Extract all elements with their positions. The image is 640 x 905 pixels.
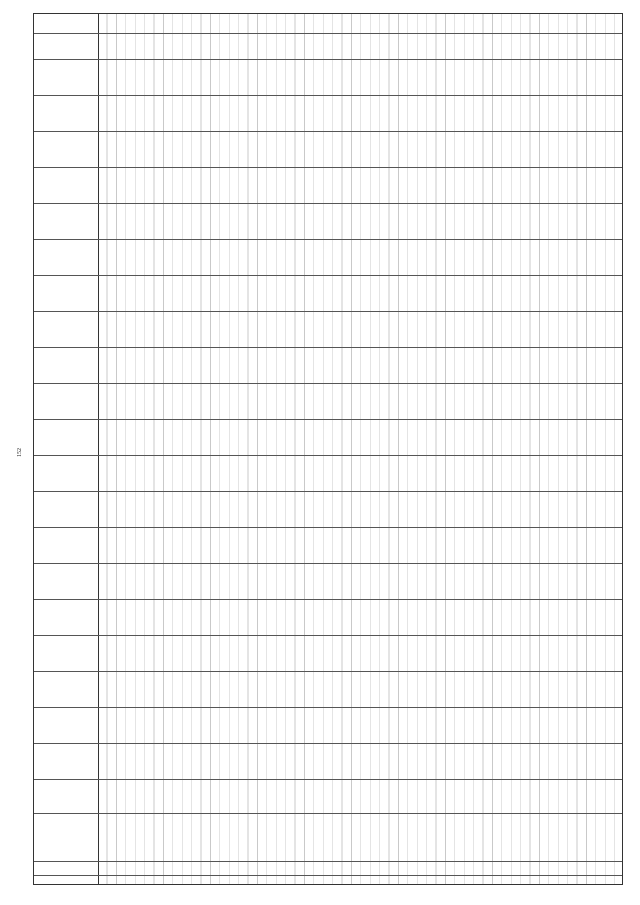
table-column-rule: [34, 59, 622, 60]
table-column-rule: [34, 167, 622, 168]
table-column-rule: [34, 203, 622, 204]
table-column-rule: [34, 779, 622, 780]
table-column-rule: [34, 275, 622, 276]
table-column-rule: [34, 635, 622, 636]
table-column-rule: [34, 33, 622, 34]
data-table: [33, 13, 623, 885]
table-column-rule: [34, 311, 622, 312]
table-body: [98, 14, 622, 884]
table-column-rule: [34, 743, 622, 744]
table-column-rule: [34, 455, 622, 456]
table-column-rule: [34, 527, 622, 528]
table-column-rule: [34, 491, 622, 492]
table-column-rule: [34, 875, 622, 876]
table-column-rule: [34, 239, 622, 240]
table-column-rule: [34, 383, 622, 384]
table-column-rule: [34, 131, 622, 132]
table-column-rule: [34, 671, 622, 672]
table-column-rule: [34, 707, 622, 708]
table-column-rule: [34, 563, 622, 564]
table-header-band: [34, 14, 99, 884]
page-number: 152: [17, 448, 23, 457]
table-column-rule: [34, 95, 622, 96]
table-column-rule: [34, 599, 622, 600]
table-column-rule: [34, 419, 622, 420]
table-column-rule: [34, 347, 622, 348]
table-column-rule: [34, 813, 622, 814]
table-column-rule: [34, 861, 622, 862]
